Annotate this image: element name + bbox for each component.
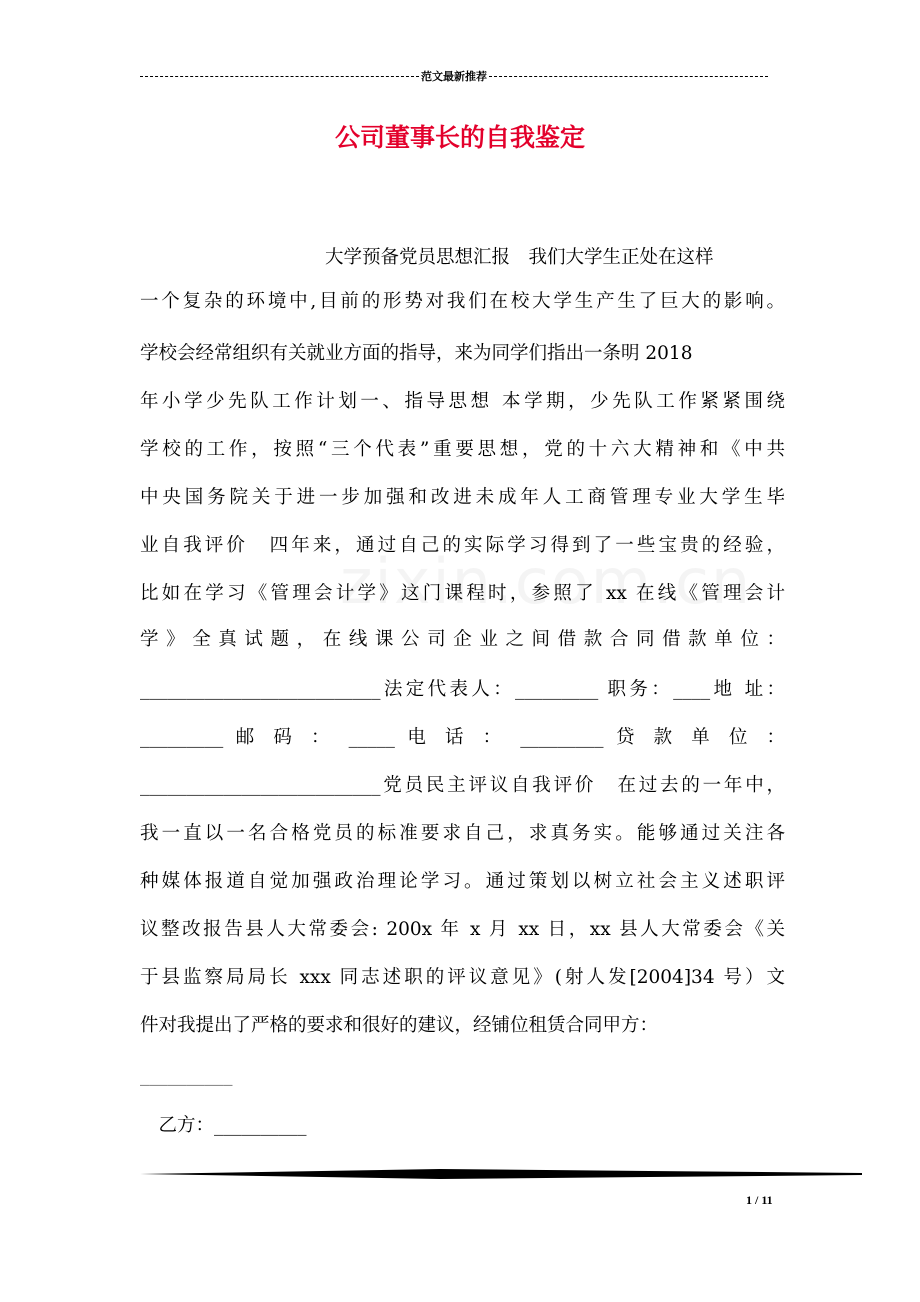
body-line: 学校的工作，按照“三个代表”重要思想，党的十六大精神和《中共 <box>140 439 785 460</box>
header-dash-left <box>140 76 419 77</box>
body-line: 乙方：__________ <box>140 1115 307 1136</box>
page-number: 1 / 11 <box>746 1193 773 1207</box>
page-header <box>140 66 768 86</box>
body-line: 议整改报告县人大常委会: 200x 年 x 月 xx 日，xx 县人大常委会《关 <box>140 919 785 940</box>
document-title: 公司董事长的自我鉴定 <box>334 123 585 152</box>
body-line: __________________________法定代表人：_________ 职务：____地 址： <box>140 679 785 700</box>
body-line: __________ <box>140 1065 233 1086</box>
body-line: 件对我提出了严格的要求和很好的建议，经铺位租赁合同甲方： <box>140 1015 659 1036</box>
footer-rule <box>140 1168 862 1180</box>
body-line: 我一直以一名合格党员的标准要求自己，求真务实。能够通过关注各 <box>140 823 785 844</box>
body-line: 学校会经常组织有关就业方面的指导，来为同学们指出一条明 2018 <box>140 343 693 364</box>
body-line: __________________________党员民主评议自我评价 在过去的一年中， <box>140 775 785 796</box>
body-line: _________ 邮 码 ： _____ 电 话 ： _________ 贷 款 单 位 ： <box>140 727 785 748</box>
body-line: 学》全真试题，在线课公司企业之间借款合同借款单位： <box>140 629 785 650</box>
body-line: 中央国务院关于进一步加强和改进未成年人工商管理专业大学生毕 <box>140 487 785 508</box>
body-line: 大学预备党员思想汇报 我们大学生正处在这样 <box>140 247 714 268</box>
body-line: 业自我评价 四年来，通过自己的实际学习得到了一些宝贵的经验， <box>140 535 785 556</box>
body-line: 年小学少先队工作计划一、指导思想 本学期，少先队工作紧紧围绕 <box>140 391 785 412</box>
header-dash-right <box>489 76 768 77</box>
body-line: 种媒体报道自觉加强政治理论学习。通过策划以树立社会主义述职评 <box>140 871 785 892</box>
body-line: 一个复杂的环境中,目前的形势对我们在校大学生产生了巨大的影响。 <box>140 291 785 312</box>
body-line: 于县监察局局长 xxx 同志述职的评议意见》(射人发[2004]34 号）文 <box>140 967 785 988</box>
header-label: 范文最新推荐 <box>421 70 487 83</box>
body-line: 比如在学习《管理会计学》这门课程时，参照了 xx 在线《管理会计 <box>140 583 785 604</box>
